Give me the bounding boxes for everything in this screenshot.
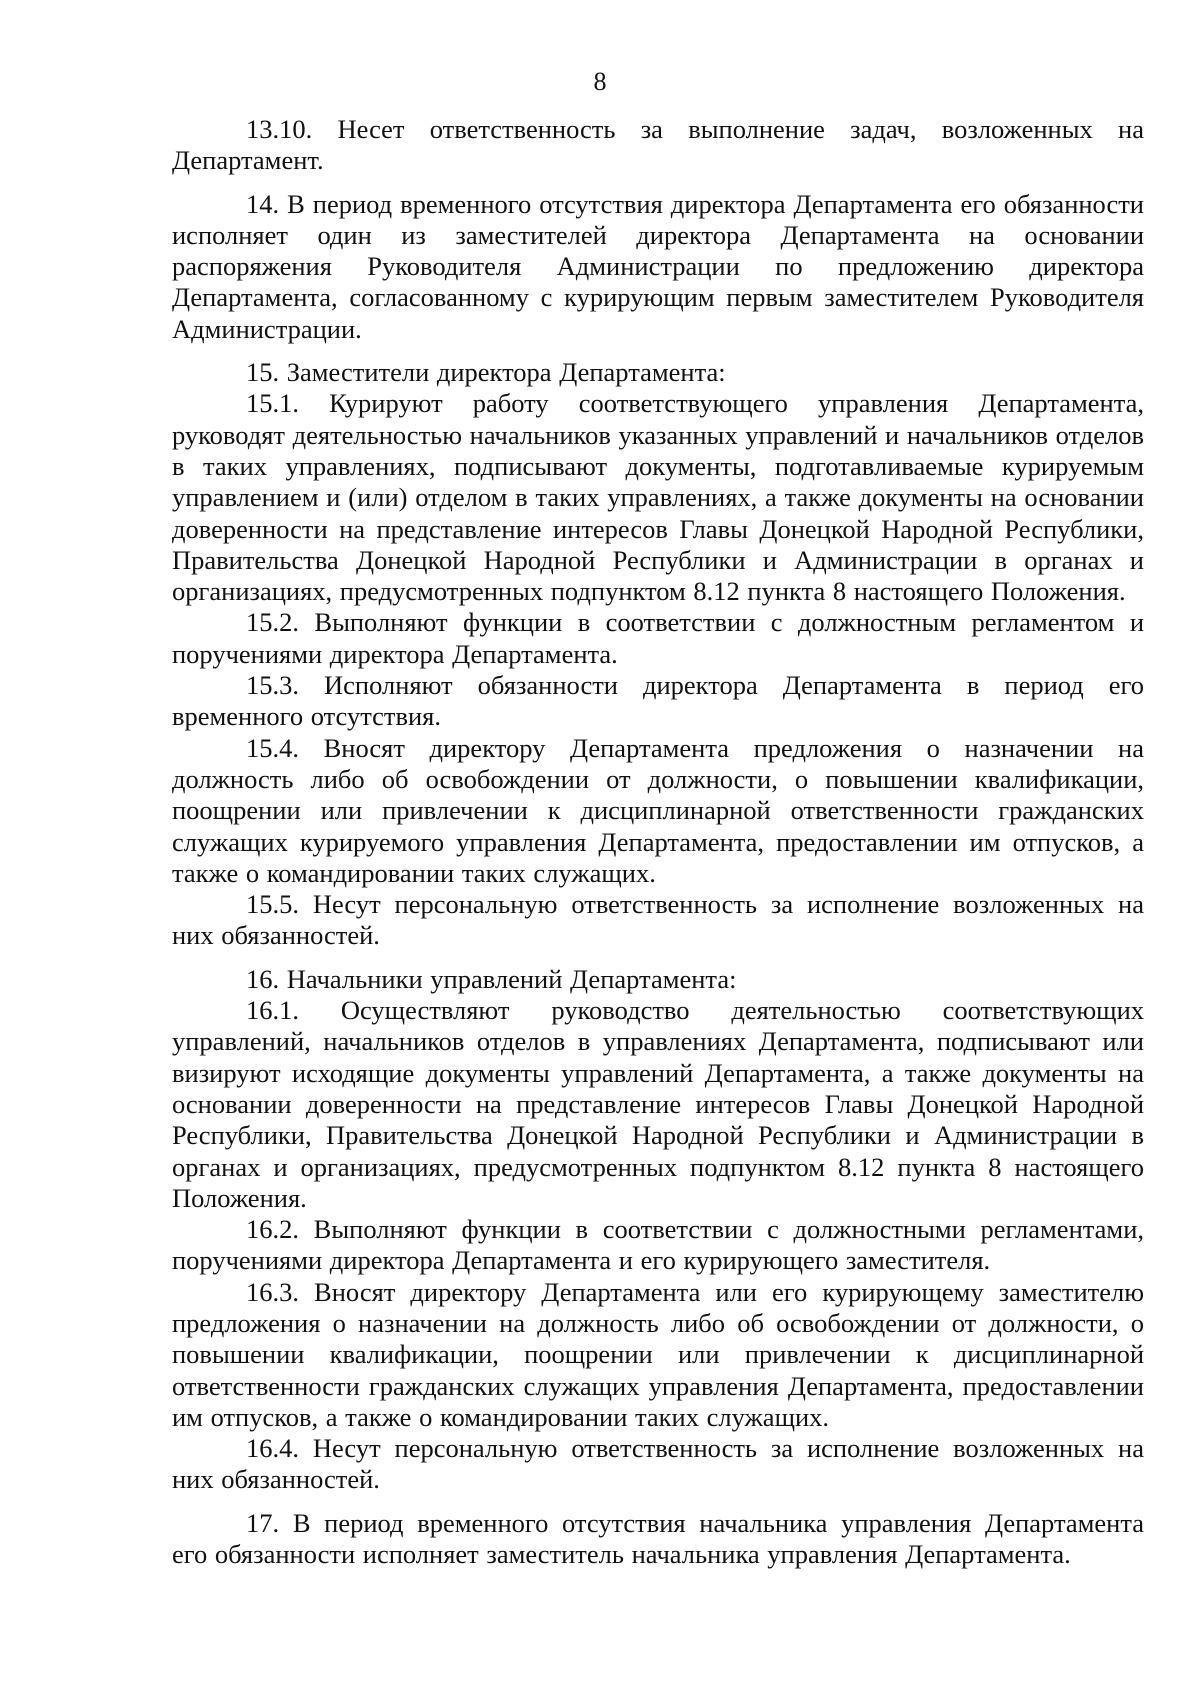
paragraph-16-3: 16.3. Вносят директору Департамента или его курирующему заместителю предложения о назначении на должность либо об освобождении от должности, о повышении квалификации, поощрении или привлечении к дисциплинарной ответственности гражданских служащих управления Департамента, предоставлении им отпусков, а также о командировании таких служащих. bbox=[172, 1276, 1144, 1432]
page-number: 8 bbox=[593, 67, 607, 96]
paragraph-17: 17. В период временного отсутствия начальника управления Департамента его обязанности исполняет заместитель начальника управления Департамента. bbox=[172, 1507, 1144, 1570]
paragraph-16-1: 16.1. Осуществляют руководство деятельностью соответствующих управлений, начальников отделов в управлениях Департамента, подписывают или визируют исходящие документы управлений Департамента, а также документы на основании доверенности на представление интересов Главы Донецкой Народной Республики, Правительства Донецкой Народной Республики и Администрации в органах и организациях, предусмотренных подпунктом 8.12 пункта 8 настоящего Положения. bbox=[172, 995, 1144, 1213]
paragraph-16: 16. Начальники управлений Департамента: bbox=[246, 963, 737, 994]
paragraph-16-2: 16.2. Выполняют функции в соответствии с должностными регламентами, поручениями директора Департамента и его курирующего заместителя. bbox=[172, 1214, 1144, 1276]
paragraph-15-4: 15.4. Вносят директору Департамента предложения о назначении на должность либо об освобождении от должности, о повышении квалификации, поощрении или привлечении к дисциплинарной ответственности гражданских служащих курируемого управления Департамента, предоставлении им отпусков, а также о командировании таких служащих. bbox=[172, 732, 1144, 888]
paragraph-16-4: 16.4. Несут персональную ответственность за исполнение возложенных на них обязанностей. bbox=[172, 1433, 1144, 1495]
paragraph-15: 15. Заместители директора Департамента: bbox=[246, 357, 726, 388]
paragraph-14: 14. В период временного отсутствия директора Департамента его обязанности исполняет один из заместителей директора Департамента на основании распоряжения Руководителя Администрации по предложению директора Департамента, согласованному с курирующим первым заместителем Руководителя Администрации. bbox=[172, 188, 1144, 344]
paragraph-15-5: 15.5. Несут персональную ответственность за исполнение возложенных на них обязанностей. bbox=[172, 889, 1144, 951]
paragraph-15-2: 15.2. Выполняют функции в соответствии с должностным регламентом и поручениями директора Департамента. bbox=[172, 607, 1144, 669]
paragraph-15-1: 15.1. Курируют работу соответствующего управления Департамента, руководят деятельностью начальников указанных управлений и начальников отделов в таких управлениях, подписывают документы, подготавливаемые курируемым управлением и (или) отделом в таких управлениях, а также документы на основании доверенности на представление интересов Главы Донецкой Народной Республики, Правительства Донецкой Народной Республики и Администрации в органах и организациях, предусмотренных подпунктом 8.12 пункта 8 настоящего Положения. bbox=[172, 388, 1144, 607]
document-body bbox=[172, 114, 1144, 1570]
paragraph-15-3: 15.3. Исполняют обязанности директора Департамента в период его временного отсутствия. bbox=[172, 670, 1144, 732]
paragraph-13-10: 13.10. Несет ответственность за выполнение задач, возложенных на Департамент. bbox=[172, 114, 1144, 176]
